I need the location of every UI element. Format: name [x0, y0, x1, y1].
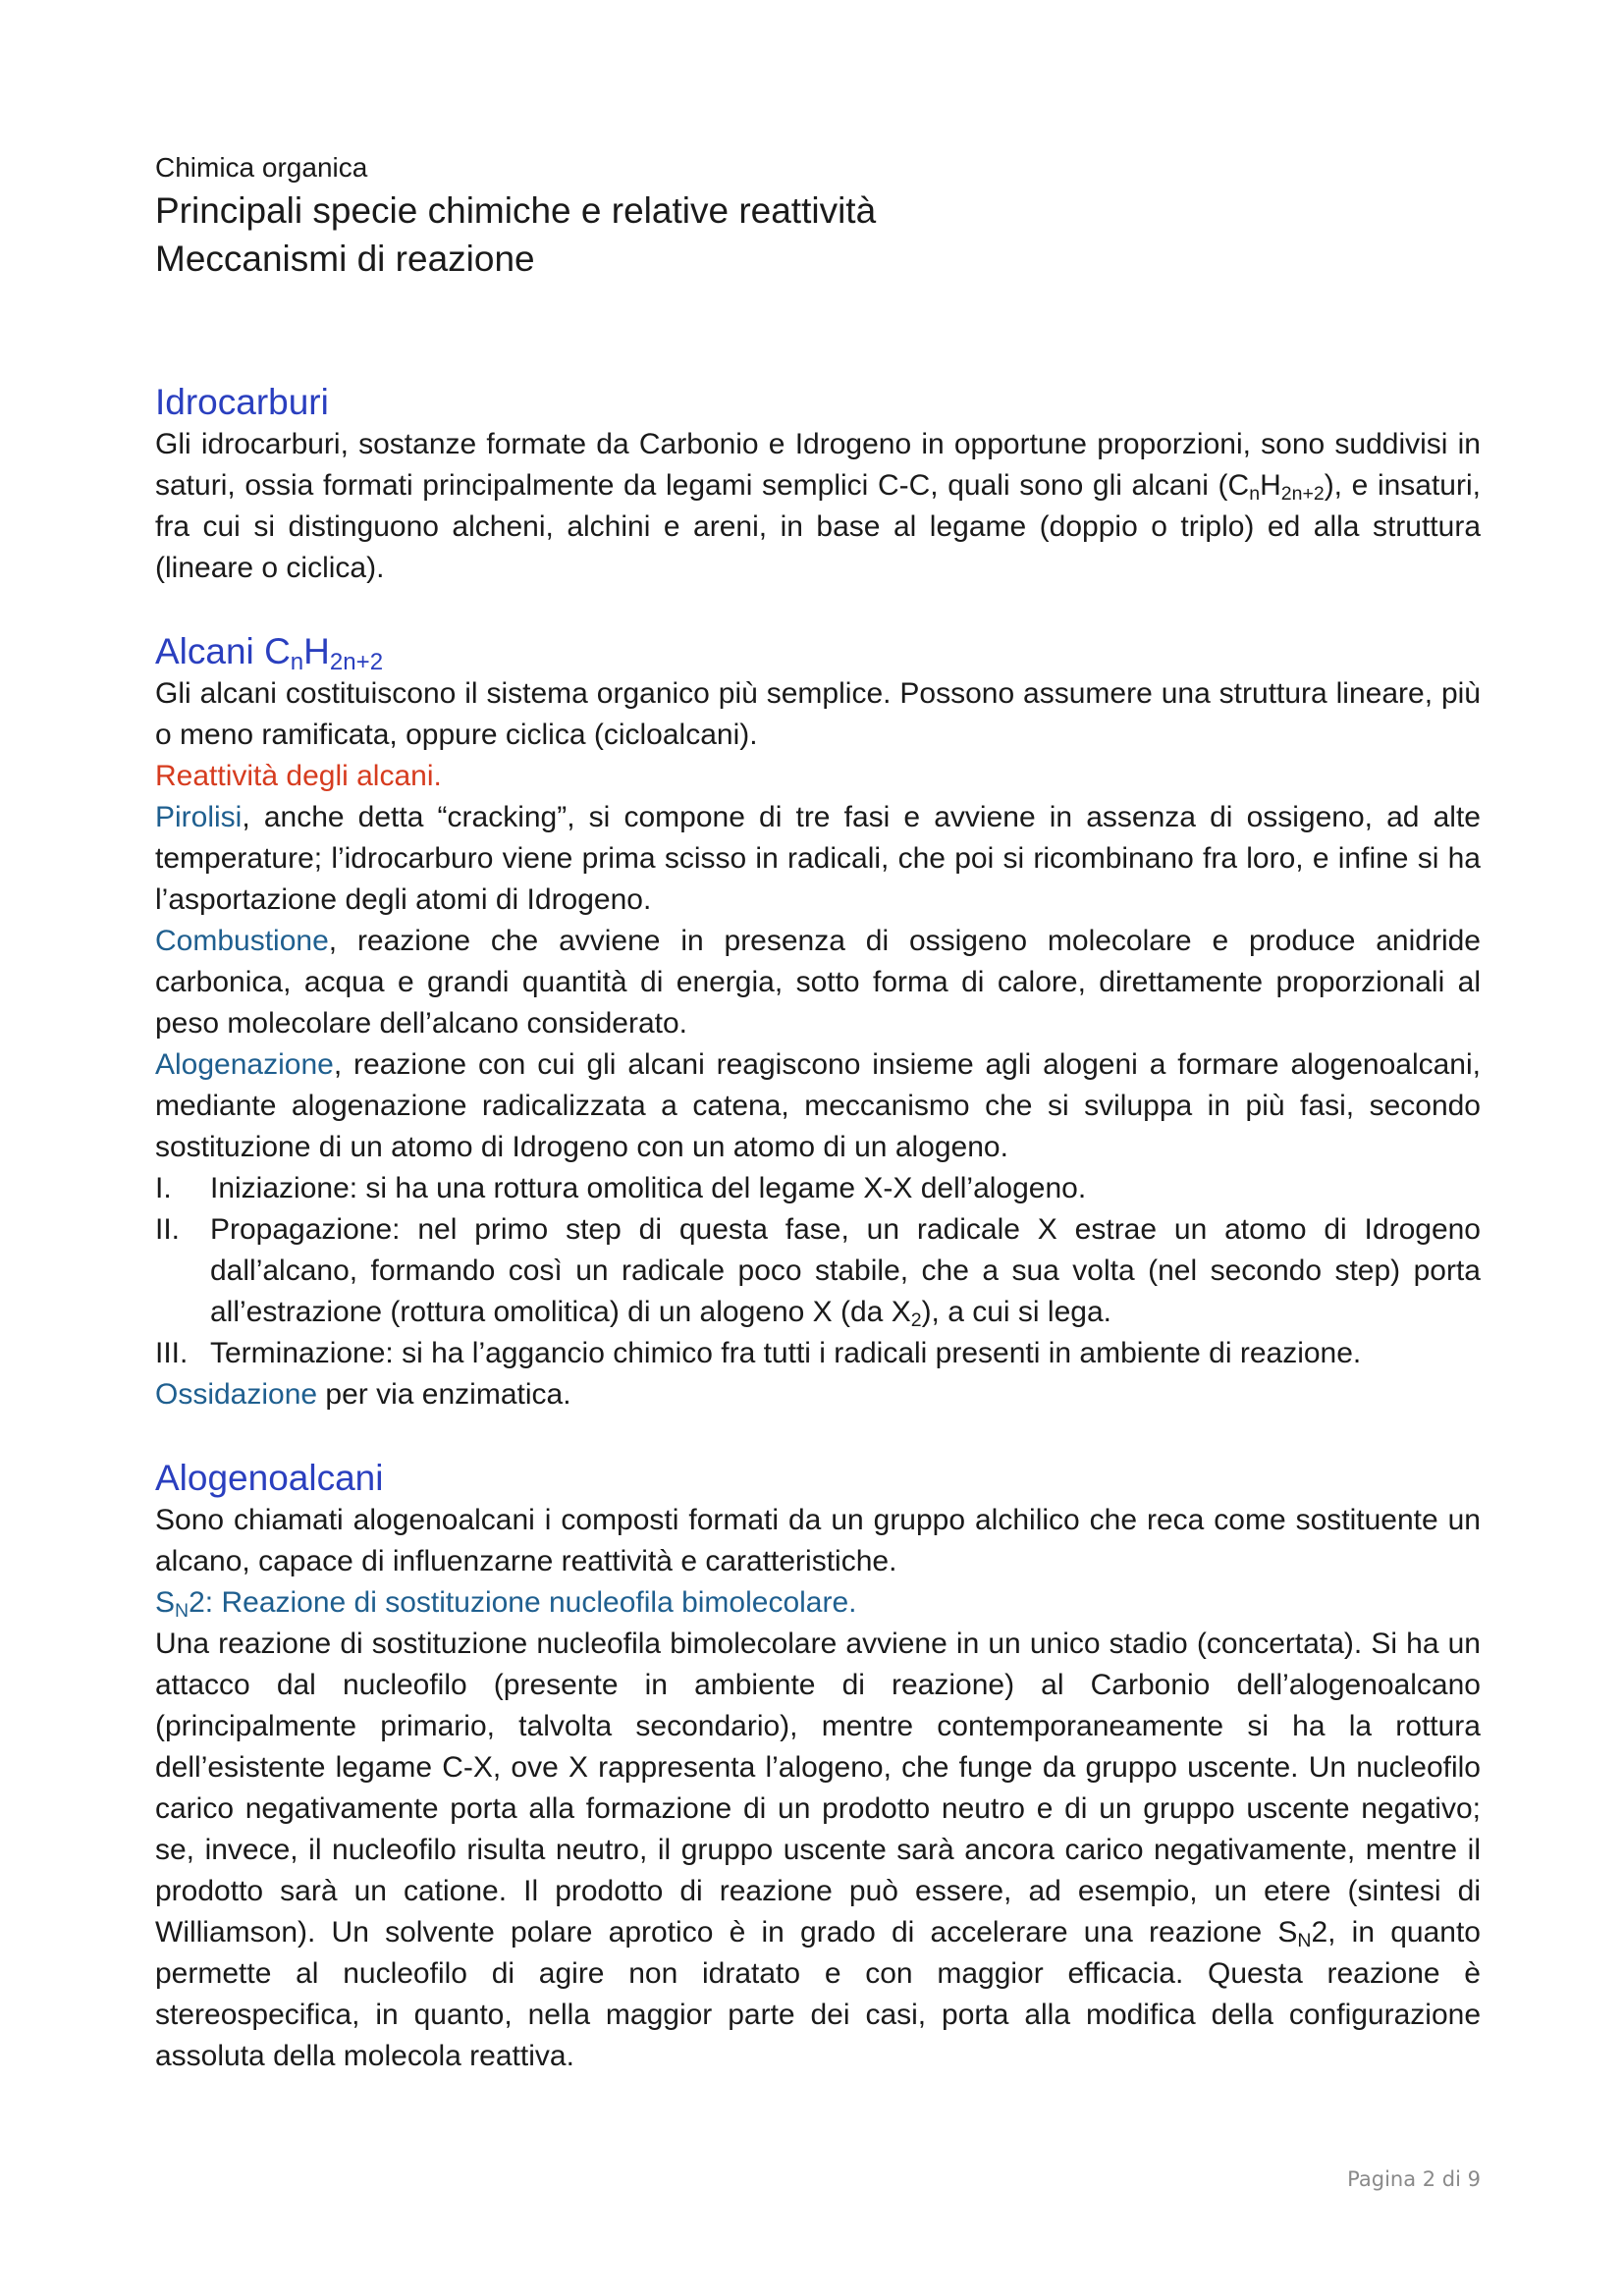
paragraph: Gli alcani costituiscono il sistema organico più semplice. Possono assumere una struttura lineare, più o meno ramificata, oppure ciclica (cicloalcani). [155, 677, 1481, 751]
term: Alogenazione [155, 1048, 334, 1081]
subsection-title: Reattività degli alcani. [155, 760, 442, 792]
list-item: I. Iniziazione: si ha una rottura omolitica del legame X-X dell’alogeno. [155, 1172, 1087, 1204]
page-content [155, 149, 1481, 2077]
subsection-title: $S_N2$: Reazione di sostituzione nucleofila bimolecolare. [155, 1586, 857, 1622]
paragraph: Sono chiamati alogenoalcani i composti formati da un gruppo alchilico che reca come sostituente un alcano, capace di influenzarne reattività e caratteristiche. [155, 1504, 1481, 1577]
paragraph-pirolisi: Pirolisi, anche detta “cracking”, si compone di tre fasi e avviene in assenza di ossigeno, ad alte temperature; l’idrocarburo viene prima scisso in radicali, che poi si ricombinano fra loro, e infine si ha l’asportazione degli atomi di Idrogeno. [155, 801, 1481, 916]
section-alcani [155, 630, 1481, 1415]
term: Ossidazione [155, 1378, 318, 1411]
paragraph-alogenazione: Alogenazione, reazione con cui gli alcani reagiscono insieme agli alogeni a formare alogenoalcani, mediante alogenazione radicalizzata a catena, meccanismo che si sviluppa in più fasi, secondo sostituzione di un atomo di Idrogeno con un atomo di un alogeno. [155, 1048, 1481, 1163]
section-heading: Alogenoalcani [155, 1458, 384, 1498]
steps-list [155, 1168, 1481, 1374]
section-alogenoalcani [155, 1457, 1481, 2077]
paragraph-ossidazione: Ossidazione per via enzimatica. [155, 1378, 571, 1411]
list-item: II. Propagazione: nel primo step di questa fase, un radicale X estrae un atomo di Idrogeno dall’alcano, formando così un radicale poco stabile, che a sua volta (nel secondo step) porta all’estrazione (rottura omolitica) di un alogeno X (da $X_2$), a cui si lega. [155, 1213, 1481, 1331]
term: Pirolisi [155, 801, 243, 833]
section-heading: Idrocarburi [155, 382, 329, 422]
section-idrocarburi [155, 381, 1481, 589]
course-label: Chimica organica [155, 152, 368, 183]
section-heading: Alcani $C_nH_{2n+2}$ [155, 631, 384, 675]
list-item: III. Terminazione: si ha l’aggancio chimico fra tutti i radicali presenti in ambiente di reazione. [155, 1337, 1362, 1369]
paragraph: Una reazione di sostituzione nucleofila bimolecolare avviene in un unico stadio (concertata). Si ha un attacco dal nucleofilo (presente in ambiente di reazione) al Carbonio dell’alogenoalcano (principalmente primario, talvolta secondario), mentre contemporaneamente si ha la rottura dell’esistente legame C-X, ove X rappresenta l’alogeno, che funge da gruppo uscente. Un nucleofilo carico negativamente porta alla formazione di un prodotto neutro e di un gruppo uscente negativo; se, invece, il nucleofilo risulta neutro, il gruppo uscente sarà ancora carico negativamente, mentre il prodotto sarà un catione. Il prodotto di reazione può essere, ad esempio, un etere (sintesi di Williamson). Un solvente polare aprotico è in grado di accelerare una reazione $S_N2$, in quanto permette al nucleofilo di agire non idratato e con maggior efficacia. Questa reazione è stereospecifica, in quanto, nella maggior parte dei casi, porta alla modifica della configurazione assoluta della molecola reattiva. [155, 1628, 1481, 2072]
paragraph: Gli idrocarburi, sostanze formate da Carbonio e Idrogeno in opportune proporzioni, sono suddivisi in saturi, ossia formati principalmente da legami semplici C-C, quali sono gli alcani $(C_nH_{2n+2})$, e insaturi, fra cui si distinguono alcheni, alchini e areni, in base al legame (doppio o triplo) ed alla struttura (lineare o ciclica). [155, 428, 1481, 584]
term: Combustione [155, 925, 329, 957]
document-title: Principali specie chimiche e relative reattività [155, 190, 877, 231]
paragraph-combustione: Combustione, reazione che avviene in presenza di ossigeno molecolare e produce anidride carbonica, acqua e grandi quantità di energia, sotto forma di calore, direttamente proporzionali al peso molecolare dell’alcano considerato. [155, 925, 1481, 1040]
page-number: Pagina 2 di 9 [1347, 2167, 1481, 2191]
document-subtitle: Meccanismi di reazione [155, 239, 535, 279]
